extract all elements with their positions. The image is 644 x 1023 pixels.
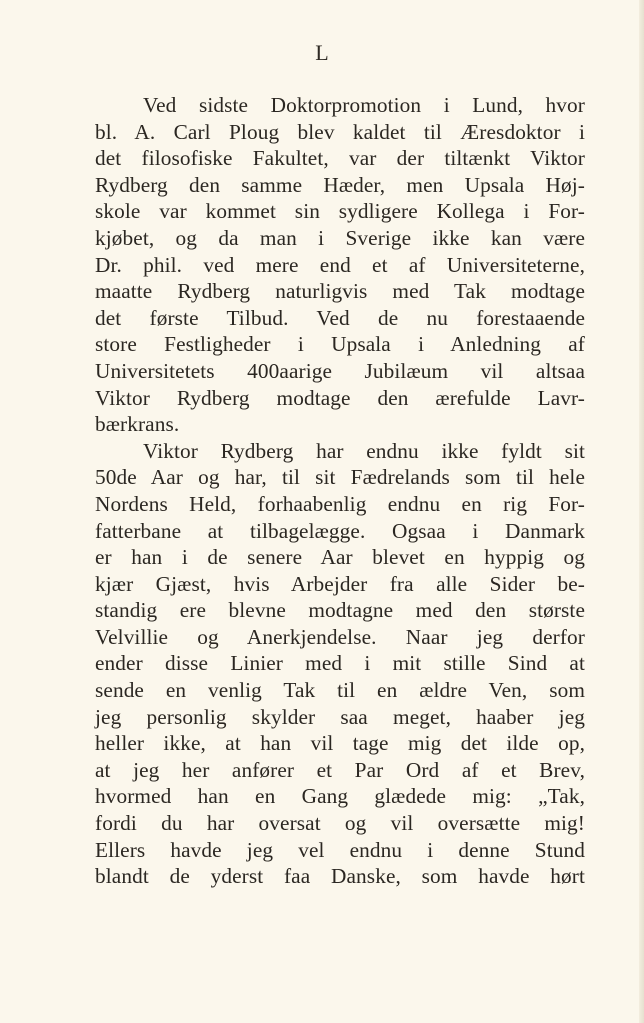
text-line: 50de Aar og har, til sit Fædrelands som til hele bbox=[95, 465, 585, 490]
text-line: standig ere blevne modtagne med den største bbox=[95, 598, 585, 623]
text-line: store Festligheder i Upsala i Anledning af bbox=[95, 332, 585, 357]
body-text bbox=[95, 92, 585, 890]
text-line: er han i de senere Aar blevet en hyppig og bbox=[95, 545, 585, 570]
text-line: kjær Gjæst, hvis Arbejder fra alle Sider be- bbox=[95, 571, 585, 596]
text-line: Ellers havde jeg vel endnu i denne Stund bbox=[95, 837, 585, 862]
text-line: det filosofiske Fakultet, var der tiltænkt Viktor bbox=[95, 146, 585, 171]
text-line: maatte Rydberg naturligvis med Tak modtage bbox=[95, 279, 585, 304]
text-line: Velvillie og Anerkjendelse. Naar jeg derfor bbox=[95, 624, 585, 649]
text-line: ender disse Linier med i mit stille Sind at bbox=[95, 651, 585, 676]
text-line: fatterbane at tilbagelægge. Ogsaa i Danmark bbox=[95, 518, 585, 543]
text-line: sende en venlig Tak til en ældre Ven, som bbox=[95, 678, 585, 703]
page-number: L bbox=[315, 40, 329, 65]
page-edge bbox=[639, 0, 644, 1023]
text-line: bærkrans. bbox=[95, 412, 180, 437]
text-line: bl. A. Carl Ploug blev kaldet til Æresdoktor i bbox=[95, 119, 585, 144]
text-line: Viktor Rydberg har endnu ikke fyldt sit bbox=[143, 438, 585, 463]
text-line: Rydberg den samme Hæder, men Upsala Høj- bbox=[95, 172, 585, 197]
text-line: kjøbet, og da man i Sverige ikke kan være bbox=[95, 225, 585, 250]
text-line: Universitetets 400aarige Jubilæum vil altsaa bbox=[95, 358, 585, 383]
text-line: blandt de yderst faa Danske, som havde hørt bbox=[95, 864, 585, 889]
text-line: fordi du har oversat og vil oversætte mig! bbox=[95, 811, 585, 836]
text-line: Dr. phil. ved mere end et af Universiteterne, bbox=[95, 252, 585, 277]
text-line: at jeg her anfører et Par Ord af et Brev, bbox=[95, 757, 585, 782]
text-line: jeg personlig skylder saa meget, haaber jeg bbox=[95, 704, 585, 729]
text-line: skole var kommet sin sydligere Kollega i For- bbox=[95, 199, 585, 224]
text-line: Nordens Held, forhaabenlig endnu en rig For- bbox=[95, 491, 585, 516]
text-line: det første Tilbud. Ved de nu forestaaende bbox=[95, 305, 585, 330]
text-line: hvormed han en Gang glædede mig: „Tak, bbox=[95, 784, 585, 809]
text-line: Ved sidste Doktorpromotion i Lund, hvor bbox=[143, 93, 585, 117]
text-line: heller ikke, at han vil tage mig det ilde op, bbox=[95, 731, 585, 756]
text-line: Viktor Rydberg modtage den ærefulde Lavr- bbox=[95, 385, 585, 410]
